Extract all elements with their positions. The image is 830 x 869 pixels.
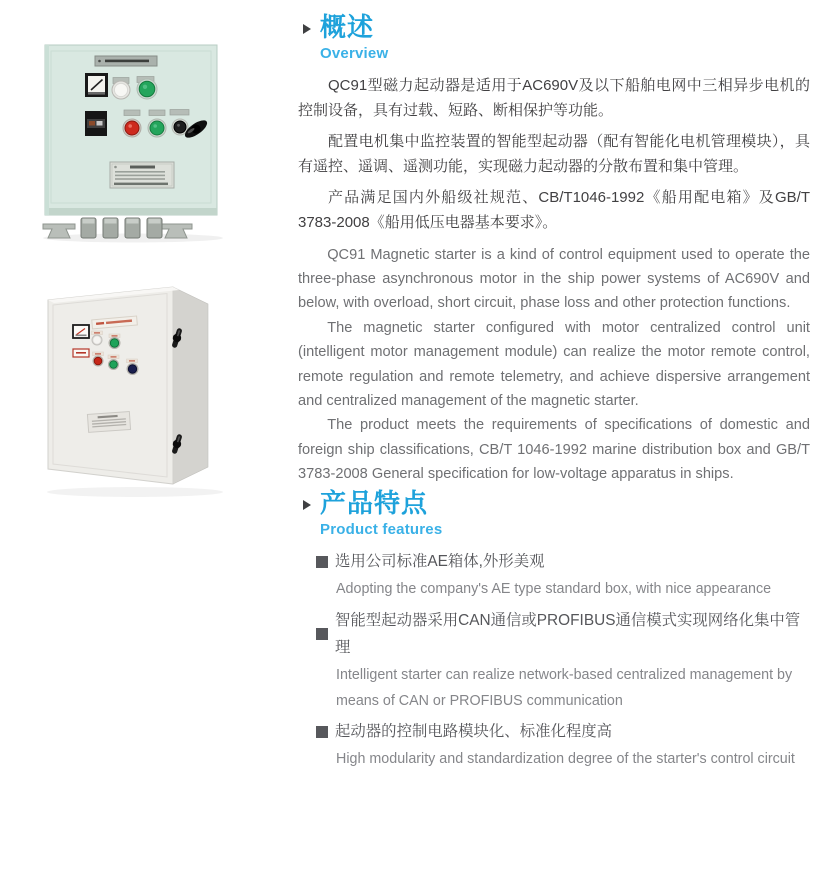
feature-item — [316, 548, 802, 603]
feature-en-text: High modularity and standardization degree of the starter's control circuit — [336, 751, 795, 768]
feature-cn-text: 起动器的控制电路模块化、标准化程度高 — [335, 723, 613, 741]
feature-cn-line — [316, 607, 802, 661]
ammeter — [85, 73, 108, 97]
feature-cn-line — [316, 718, 802, 745]
cabinet-left-edge — [45, 45, 49, 215]
nameplate — [87, 411, 130, 432]
starter-box-front-illustration — [33, 40, 238, 245]
green-pushbutton — [137, 79, 157, 99]
top-label-strip — [95, 56, 157, 66]
green-pushbutton-2 — [109, 360, 119, 370]
red-framed-label — [73, 349, 89, 357]
small-meter — [73, 325, 89, 338]
green-pushbutton-2 — [148, 119, 166, 137]
overview-paragraph-cn: 配置电机集中监控装置的智能型起动器（配有智能化电机管理模块），具有遥控、遥调、遥测功能，实现磁力起动器的分散布置和集中管理。 — [298, 133, 810, 175]
dark-blue-pushbutton — [127, 364, 138, 375]
overview-paragraph-cn: 产品满足国内外船级社规范、CB/T1046-1992《船用配电箱》及GB/T 3783-2008《船用低压电器基本要求》。 — [298, 189, 810, 231]
white-pushbutton — [92, 335, 102, 345]
overview-paragraph-en: QC91 Magnetic starter is a kind of control equipment used to operate the three-phase asynchronous motor in the ship power systems of AC690V and below, with overload, short circuit, phase loss and other protection functions. — [298, 246, 810, 312]
overview-section — [298, 12, 810, 487]
overview-paragraph-en: The magnetic starter configured with motor centralized control unit (intelligent motor management module) can realize the motor remote control, remote regulation and remote telemetry, and achieve dispersive arrangement and centralized management of the magnetic starter. — [298, 319, 810, 409]
white-pushbutton — [112, 81, 130, 99]
features-title-cn: 产品特点 — [320, 488, 429, 518]
feature-cn-text: 智能型起动器采用CAN通信或PROFIBUS通信模式实现网络化集中管理 — [335, 611, 801, 656]
overview-paragraph-en: The product meets the requirements of specifications of domestic and foreign ship classifications, CB/T 1046-1992 marine distribution box and GB/T 3783-2008 General specification for low-voltage apparatus in ships. — [298, 417, 810, 483]
starter-box-perspective-illustration — [40, 276, 255, 506]
button-label-plate — [149, 110, 165, 116]
green-pushbutton — [109, 338, 120, 349]
red-pushbutton — [123, 119, 141, 137]
button-label-plate — [124, 110, 140, 116]
square-bullet-icon — [316, 556, 328, 568]
feature-list — [316, 548, 802, 773]
feature-en-text: Intelligent starter can realize network-based centralized management by means of CAN or PROFIBUS communication — [336, 666, 793, 709]
overview-title-cn: 概述 — [320, 12, 375, 42]
right-triangle-bullet-icon — [303, 24, 311, 34]
feature-cn-text: 选用公司标准AE箱体,外形美观 — [335, 553, 545, 570]
product-photo-starter-box-front — [33, 40, 238, 245]
cabinet-bottom-edge — [45, 208, 217, 215]
overview-paragraph-cn: QC91型磁力起动器是适用于AC690V及以下船舶电网中三相异步电机的控制设备，具有过载、短路、断相保护等功能。 — [298, 77, 810, 119]
breaker-window — [85, 111, 107, 136]
cabinet-side-panel — [173, 287, 208, 484]
feature-item — [316, 718, 802, 773]
features-header — [298, 488, 810, 518]
feature-item — [316, 607, 802, 715]
overview-chinese-text — [298, 74, 810, 236]
features-title-en: Product features — [320, 521, 443, 538]
photo-shadow — [47, 487, 223, 497]
overview-header — [298, 12, 810, 42]
features-section — [298, 488, 810, 777]
red-pushbutton — [93, 356, 103, 366]
feature-cn-line — [316, 548, 802, 575]
overview-title-en: Overview — [320, 45, 389, 62]
button-label-plate — [170, 110, 189, 116]
square-bullet-icon — [316, 628, 328, 640]
overview-english-text — [298, 243, 810, 487]
right-triangle-bullet-icon — [303, 500, 311, 510]
square-bullet-icon — [316, 726, 328, 738]
product-photo-starter-box-perspective — [40, 276, 255, 506]
nameplate — [110, 162, 174, 188]
cabinet-front-face — [48, 287, 173, 484]
feature-en-text: Adopting the company's AE type standard box, with nice appearance — [336, 581, 772, 597]
